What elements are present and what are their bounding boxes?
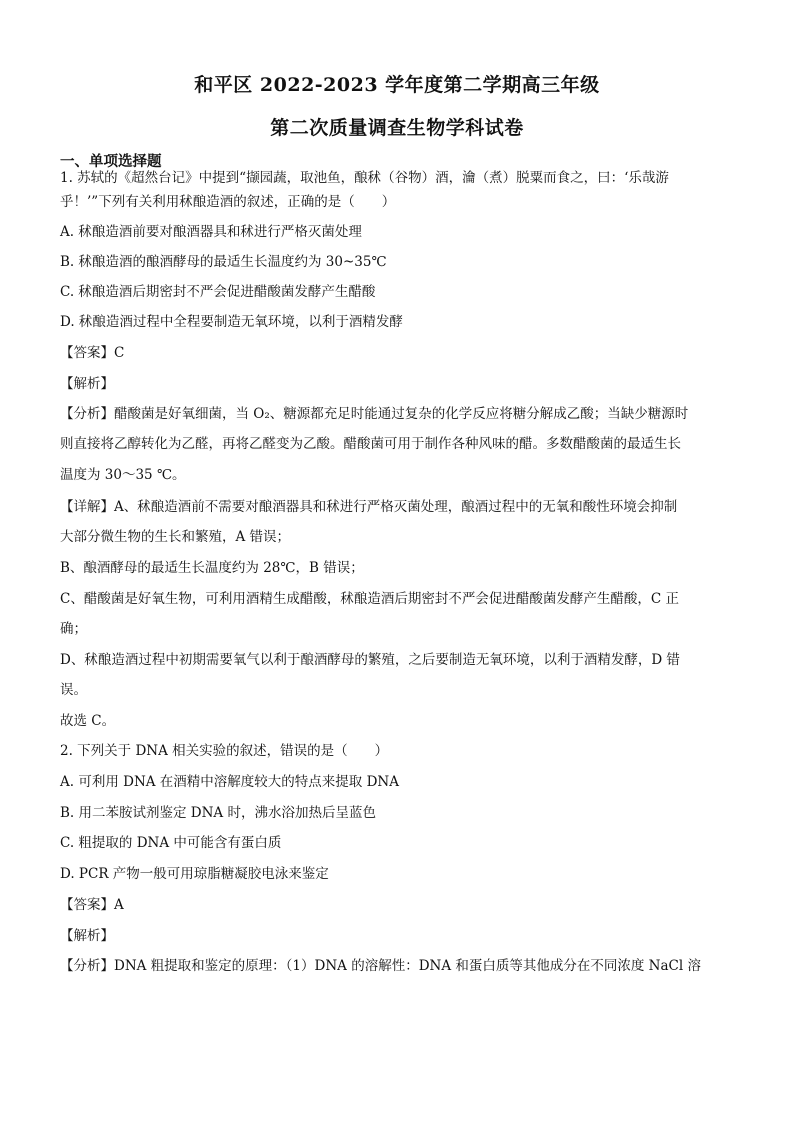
- text-line: 大部分微生物的生长和繁殖，A 错误；: [60, 529, 291, 545]
- text-line: 2. 下列关于 DNA 相关实验的叙述，错误的是（ ）: [60, 743, 389, 759]
- text-line: 乎！’”下列有关利用秫酿造酒的叙述，正确的是（ ）: [60, 194, 396, 210]
- text-line: 1. 苏轼的《超然台记》中提到“撷园蔬，取池鱼，酿秫（谷物）酒，瀹（煮）脱粟而食之，曰：‘乐哉游: [60, 170, 669, 186]
- text-line: 【分析】DNA 粗提取和鉴定的原理：（1）DNA 的溶解性：DNA 和蛋白质等其他成分在不同浓度 NaCl 溶: [60, 958, 701, 974]
- text-line: B、酿酒酵母的最适生长温度约为 28℃，B 错误；: [60, 560, 364, 576]
- text-line: 故选 C。: [60, 713, 116, 729]
- text-line: 【解析】: [60, 928, 114, 944]
- text-line: 确；: [60, 621, 87, 637]
- text-line: D. PCR 产物一般可用琼脂糖凝胶电泳来鉴定: [60, 866, 329, 882]
- text-line: B. 用二苯胺试剂鉴定 DNA 时，沸水浴加热后呈蓝色: [60, 805, 376, 821]
- text-line: 【解析】: [60, 376, 114, 392]
- text-line: 【答案】A: [60, 897, 124, 913]
- text-line: B. 秫酿造酒的酿酒酵母的最适生长温度约为 30~35℃: [60, 254, 387, 270]
- document-title-line-1: 和平区 2022-2023 学年度第二学期高三年级: [194, 74, 600, 96]
- text-line: 【分析】醋酸菌是好氧细菌，当 O₂、糖源都充足时能通过复杂的化学反应将糖分解成乙酸；当缺少糖源时: [60, 406, 689, 422]
- text-line: C. 秫酿造酒后期密封不严会促进醋酸菌发酵产生醋酸: [60, 284, 376, 300]
- text-line: D、秫酿造酒过程中初期需要氧气以利于酿酒酵母的繁殖，之后要制造无氧环境，以利于酒精发酵，D 错: [60, 652, 680, 668]
- text-line: 【答案】C: [60, 345, 125, 361]
- text-line: A. 可利用 DNA 在酒精中溶解度较大的特点来提取 DNA: [60, 774, 399, 790]
- text-line: 则直接将乙醇转化为乙醛，再将乙醛变为乙酸。醋酸菌可用于制作各种风味的醋。多数醋酸菌的最适生长: [60, 436, 681, 452]
- section-heading: 一、单项选择题: [60, 153, 162, 170]
- text-line: C. 粗提取的 DNA 中可能含有蛋白质: [60, 835, 282, 851]
- text-line: 温度为 30～35 ℃。: [60, 467, 186, 483]
- text-line: D. 秫酿造酒过程中全程要制造无氧环境，以利于酒精发酵: [60, 314, 403, 330]
- text-line: 【详解】A、秫酿造酒前不需要对酿酒器具和秫进行严格灭菌处理，酿酒过程中的无氧和酸性环境会抑制: [60, 499, 678, 515]
- text-line: 误。: [60, 682, 87, 698]
- document-title-line-2: 第二次质量调查生物学科试卷: [270, 117, 524, 139]
- text-line: C、醋酸菌是好氧生物，可利用酒精生成醋酸，秫酿造酒后期密封不严会促进醋酸菌发酵产生醋酸，C 正: [60, 591, 679, 607]
- text-line: A. 秫酿造酒前要对酿酒器具和秫进行严格灭菌处理: [60, 224, 362, 240]
